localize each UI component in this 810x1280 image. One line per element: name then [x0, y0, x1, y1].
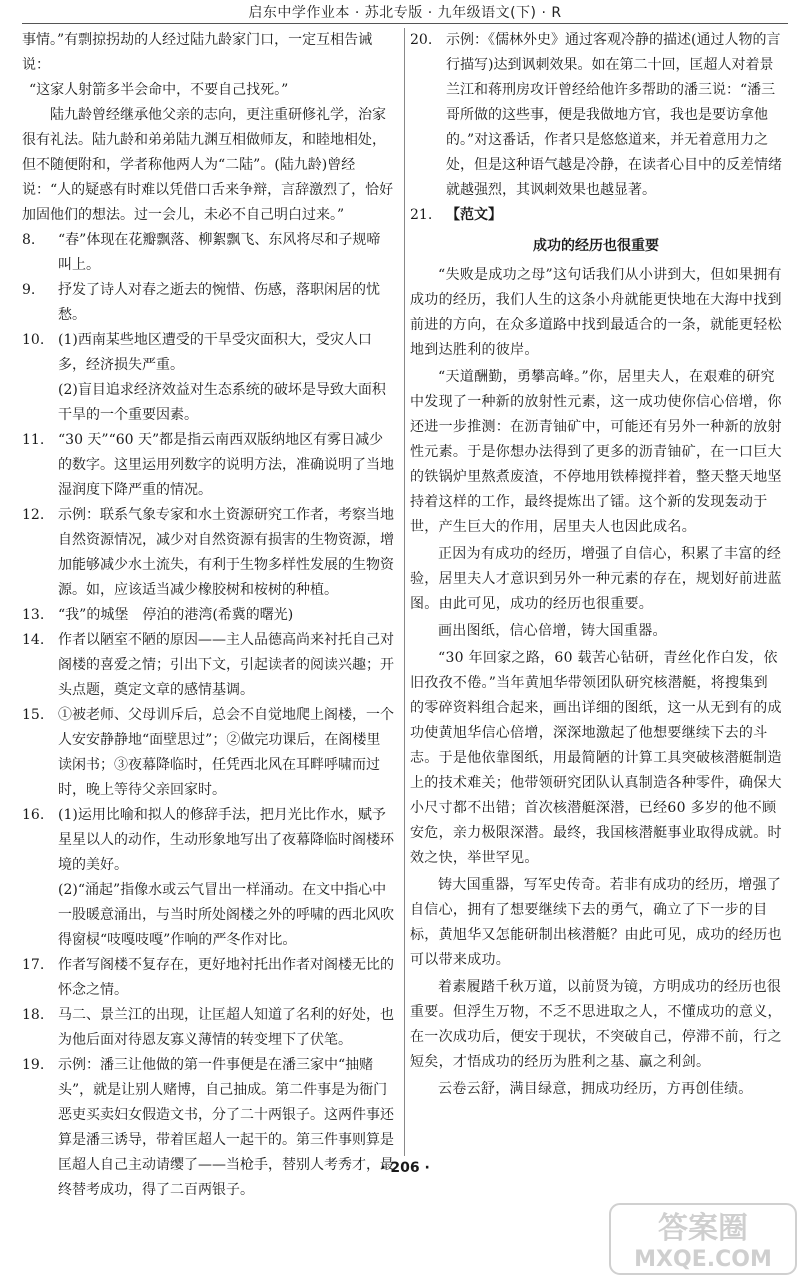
essay-paragraph: 画出图纸，信心倍增，铸大国重器。 — [438, 623, 667, 639]
item-text: 马二、景兰江的出现，让匡超人知道了名利的好处，也为他后面对待恩友寡义薄情的转变埋下了伏笔。 — [58, 1007, 394, 1048]
essay-paragraph: “失败是成功之母”这句话我们从小讲到大，但如果拥有成功的经历，我们人生的这条小舟就能更快地在大海中找到前进的方向，在众多道路中找到最适合的一条，就能更轻松地到达胜利的彼岸。 — [410, 267, 782, 358]
item-subtext: (2)“涌起”指像水或云气冒出一样涌动。在文中指心中一股暖意涌出，与当时所处阁楼之外的呼啸的西北风吹得窗棂“吱嘎吱嘎”作响的严冬作对比。 — [58, 882, 394, 948]
item-number: 11. — [22, 432, 45, 448]
answer-item-13 — [22, 603, 394, 628]
essay-paragraph: 铸大国重器，写军史传奇。若非有成功的经历，增强了自信心，拥有了想要继续下去的勇气，确立了下一步的目标，黄旭华又怎能研制出核潜艇？由此可见，成功的经历也可以带来成功。 — [410, 877, 782, 968]
answer-item-19 — [22, 1053, 394, 1203]
right-column — [410, 28, 782, 1104]
lead-paragraph: 陆九龄曾经继承他父亲的志向，更注重研修礼学，治家很有礼法。陆九龄和弟弟陆九渊互相做师友，和睦地相处，但不随便附和，学者称他两人为“二陆”。(陆九龄)曾经说：“人的疑惑有时难以凭借口舌来争辩，言辞激烈了，恰好加固他们的想法。过一会儿，未必不自己明白过来。” — [22, 107, 394, 223]
essay-body — [410, 263, 782, 1102]
item-text: 作者以陋室不陋的原因——主人品德高尚来衬托自己对阁楼的喜爱之情；引出下文，引起读者的阅读兴趣；开头点题，奠定文章的感情基调。 — [58, 632, 394, 698]
item-label: 【范文】 — [446, 207, 502, 223]
watermark-bottom-text: MXQE.COM — [634, 1247, 772, 1272]
watermark-top-text: 答案圈 — [658, 1211, 748, 1246]
item-text: “我”的城堡 停泊的港湾(希冀的曙光) — [58, 607, 294, 623]
essay-paragraph: “30 年回家之路，60 载苦心钻研，青丝化作白发，依旧孜孜不倦。”当年黄旭华带领团队研究核潜艇，将搜集到的零碎资料组合起来，画出详细的图纸，这一从无到有的成功使黄旭华信心倍增，深深地激起了他想要继续下去的斗志。于是他依靠图纸，用最简陋的计算工具突破核潜艇制造上的技术难关；他带领研究团队认真制造各种零件，确保大小尺寸都不出错；首次核潜艇深潜，已经60 多岁的他不顾安危，亲力极限深潜。最终，我国核潜艇事业取得成就。时效之快，举世罕见。 — [410, 650, 782, 866]
lead-line: “这家人射箭多半会命中，不要自己找死。” — [29, 82, 289, 98]
item-number: 10. — [22, 332, 45, 348]
item-number: 17. — [22, 957, 45, 973]
watermark-logo — [608, 1200, 798, 1276]
lead-line: 事情。”有剽掠拐劫的人经过陆九龄家门口，一定互相告诫说： — [22, 32, 373, 73]
running-title: 启东中学作业本 · 苏北专版 · 九年级语文(下) · R — [248, 5, 562, 21]
answer-item-16 — [22, 803, 394, 953]
item-text: 作者写阁楼不复存在，更好地衬托出作者对阁楼无比的怀念之情。 — [58, 957, 394, 998]
answer-item-11 — [22, 428, 394, 503]
item-text: 示例：《儒林外史》通过客观冷静的描述(通过人物的言行描写)达到讽刺效果。如在第二十回，匡超人对着景兰江和蒋刑房攻讦曾经给他许多帮助的潘三说：“潘三哥所做的这些事，便是我做地方官，我也是要访拿他的。”对这番话，作者只是悠悠道来，并无着意用力之处，但是这种语气越是冷静，在读者心目中的反差情绪就越强烈，其讽刺效果也越显著。 — [446, 32, 782, 198]
item-text: (1)运用比喻和拟人的修辞手法，把月光比作水，赋予星星以人的动作，生动形象地写出了夜幕降临时阁楼环境的美好。 — [58, 807, 394, 873]
item-text: (1)西南某些地区遭受的干旱受灾面积大，受灾人口多，经济损失严重。 — [58, 332, 372, 373]
essay-paragraph: 着素履踏千秋万道，以前贤为镜，方明成功的经历也很重要。但浮生万物，不乏不思进取之人，不懂成功的意义，在一次成功后，便安于现状，不突破自己，停滞不前，行之短矣，才悟成功的经历为胜利之基、赢之利剑。 — [410, 979, 782, 1070]
answer-item-10 — [22, 328, 394, 428]
answer-item-8 — [22, 228, 394, 278]
page-number: · 206 · — [380, 1160, 430, 1176]
item-text: 抒发了诗人对春之逝去的惋惜、伤感，落职闲居的忧愁。 — [58, 282, 380, 323]
essay-paragraph: 云卷云舒，满目绿意，拥成功经历，方再创佳绩。 — [438, 1081, 753, 1097]
item-text: 示例：联系气象专家和水土资源研究工作者，考察当地自然资源情况，减少对自然资源有损害的生物资源，增加能够减少水土流失，有利于生物多样性发展的生物资源。如，应该适当减少橡胶树和桉树的种植。 — [58, 507, 394, 598]
answer-item-12 — [22, 503, 394, 603]
item-text: 示例：潘三让他做的第一件事便是在潘三家中“抽赌头”，就是让别人赌博，自己抽成。第二件事是为衙门恶吏买卖妇女假造文书，分了二十两银子。这两件事还算是潘三诱导，带着匡超人一起干的。第三件事则算是匡超人自己主动请缨了——当枪手，替别人考秀才，最终替考成功，得了二百两银子。 — [58, 1057, 394, 1198]
item-number: 15. — [22, 707, 45, 723]
answer-item-20 — [410, 28, 782, 203]
item-number: 21. — [410, 207, 433, 223]
essay-title: 成功的经历也很重要 — [533, 238, 659, 254]
item-text: “春”体现在花瓣飘落、柳絮飘飞、东风将尽和子规啼叫上。 — [58, 232, 381, 273]
item-number: 13. — [22, 607, 45, 623]
answer-item-21 — [410, 203, 782, 228]
item-number: 16. — [22, 807, 45, 823]
answer-item-9 — [22, 278, 394, 328]
left-column — [22, 28, 394, 1203]
answer-item-18 — [22, 1003, 394, 1053]
item-text: ①被老师、父母训斥后，总会不自觉地爬上阁楼，一个人安安静静地“面壁思过”；②做完功课后，在阁楼里读闲书；③夜幕降临时，任凭西北风在耳畔呼啸而过时，晚上等待父亲回家时。 — [58, 707, 394, 798]
item-number: 14. — [22, 632, 45, 648]
item-number: 9. — [22, 282, 36, 298]
answer-item-17 — [22, 953, 394, 1003]
item-number: 19. — [22, 1057, 45, 1073]
column-divider — [404, 28, 405, 1156]
header-rule — [22, 23, 788, 24]
item-subtext: (2)盲目追求经济效益对生态系统的破坏是导致大面积干旱的一个重要因素。 — [58, 382, 386, 423]
essay-paragraph: “天道酬勤，勇攀高峰。”你，居里夫人，在艰难的研究中发现了一种新的放射性元素，这一成功使你信心倍增，你还进一步推测：在沥青铀矿中，可能还有另外一种新的放射性元素。于是你想办法得到了更多的沥青铀矿，在一口巨大的铁锅炉里熬煮废渣，不停地用铁棒搅拌着，整天整天地坚持着这样的工作，最终提炼出了镭。这个新的发现轰动于世，产生巨大的作用，居里夫人也因此成名。 — [410, 369, 782, 535]
page-header — [0, 0, 810, 26]
item-number: 8. — [22, 232, 36, 248]
answer-item-15 — [22, 703, 394, 803]
item-number: 18. — [22, 1007, 45, 1023]
answer-item-14 — [22, 628, 394, 703]
item-number: 20. — [410, 32, 433, 48]
item-number: 12. — [22, 507, 45, 523]
essay-paragraph: 正因为有成功的经历，增强了自信心，积累了丰富的经验，居里夫人才意识到另外一种元素的存在，规划好前进蓝图。由此可见，成功的经历也很重要。 — [410, 546, 782, 612]
item-text: “30 天”“60 天”都是指云南西双版纳地区有雾日减少的数字。这里运用列数字的说明方法，准确说明了当地湿润度下降严重的情况。 — [58, 432, 394, 498]
